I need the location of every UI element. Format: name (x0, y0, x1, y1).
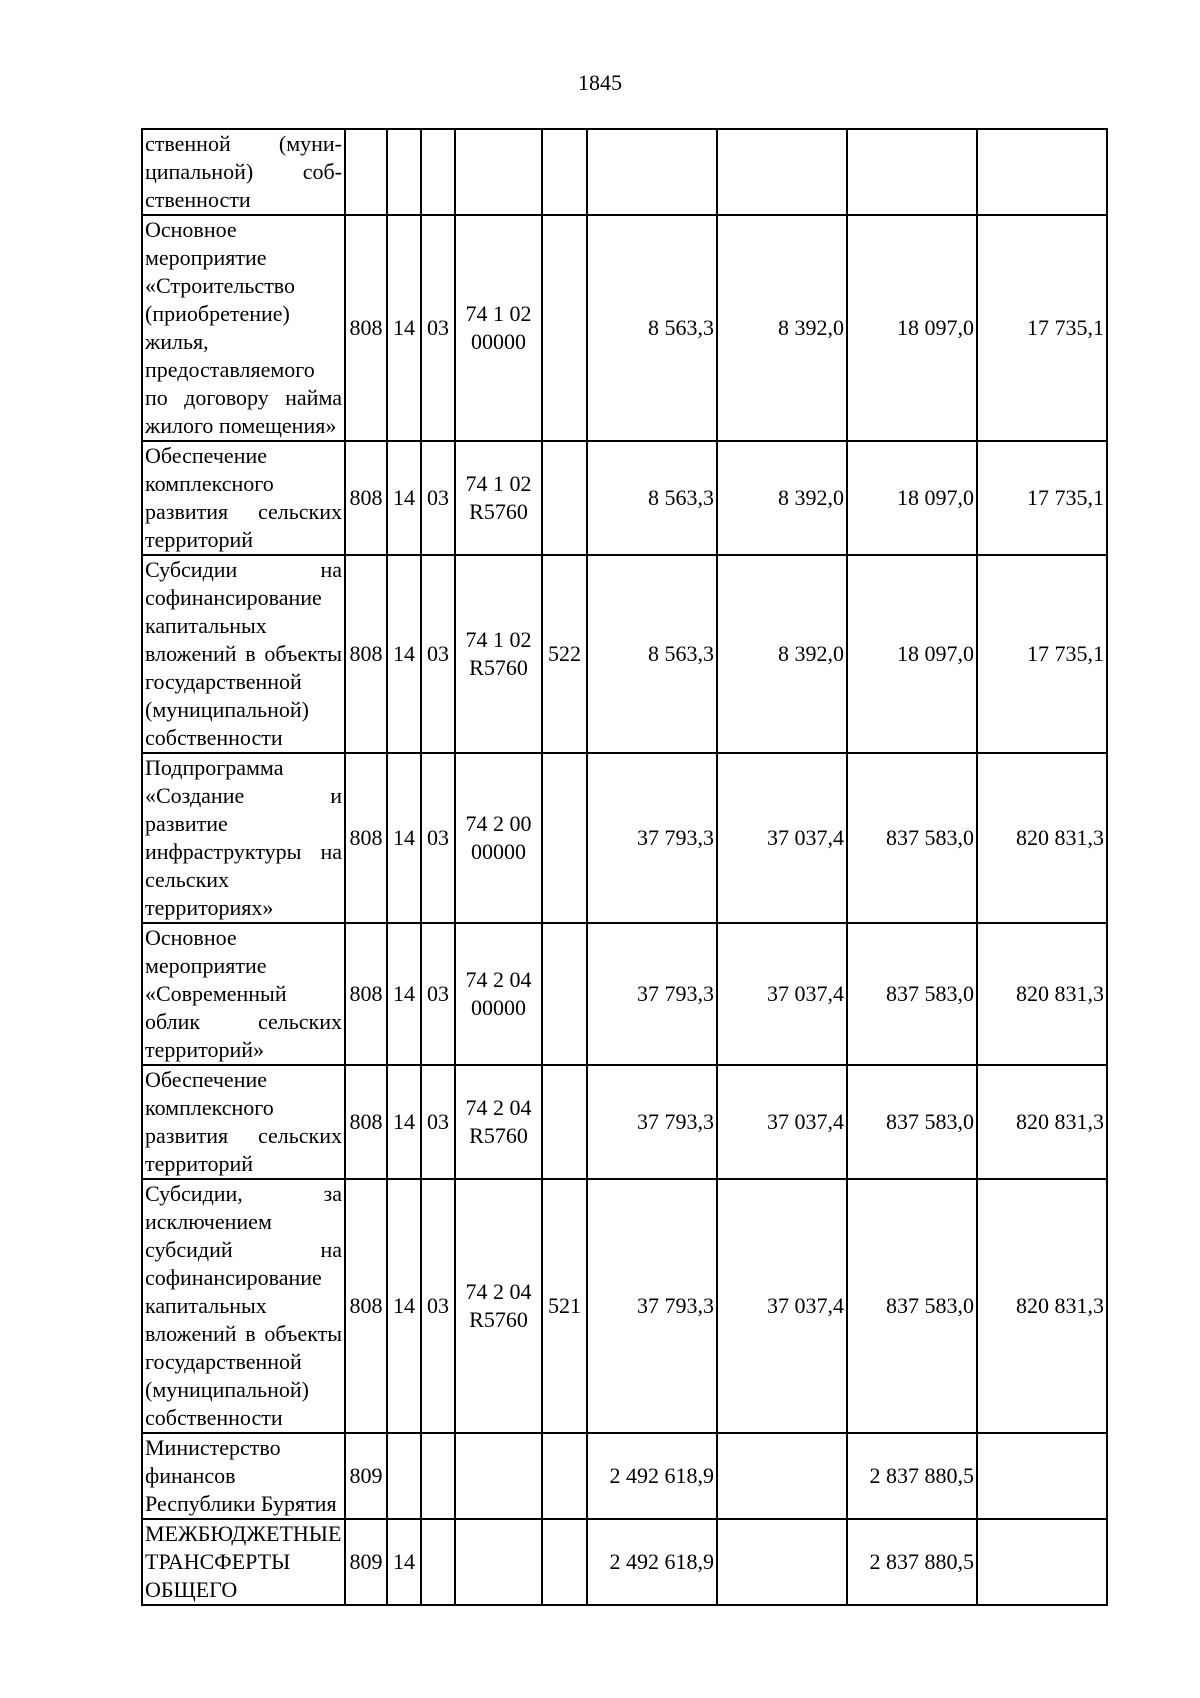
rz-code: 14 (387, 1519, 421, 1605)
table-row (142, 753, 1107, 923)
vr-code (542, 441, 587, 555)
gr-code: 808 (345, 555, 387, 753)
amount-4: 820 831,3 (977, 753, 1107, 923)
vr-code: 522 (542, 555, 587, 753)
vr-code (542, 1065, 587, 1179)
amount-1: 2 492 618,9 (587, 1433, 717, 1519)
vr-code (542, 1433, 587, 1519)
pr-code: 03 (421, 441, 455, 555)
amount-4: 17 735,1 (977, 555, 1107, 753)
gr-code: 808 (345, 1065, 387, 1179)
amount-2: 8 392,0 (717, 215, 847, 441)
gr-code: 808 (345, 923, 387, 1065)
amount-1: 8 563,3 (587, 441, 717, 555)
amount-2 (717, 1433, 847, 1519)
budget-table (141, 128, 1108, 1606)
rz-code (387, 1433, 421, 1519)
csr-code (455, 1433, 542, 1519)
amount-3: 837 583,0 (847, 1179, 977, 1433)
gr-code: 809 (345, 1433, 387, 1519)
pr-code: 03 (421, 923, 455, 1065)
amount-4: 820 831,3 (977, 1179, 1107, 1433)
amount-3: 18 097,0 (847, 441, 977, 555)
gr-code: 808 (345, 215, 387, 441)
csr-code: 74 2 04 00000 (455, 923, 542, 1065)
amount-1: 37 793,3 (587, 923, 717, 1065)
vr-code (542, 753, 587, 923)
pr-code (421, 129, 455, 215)
table-row (142, 1065, 1107, 1179)
amount-4 (977, 129, 1107, 215)
amount-2: 8 392,0 (717, 441, 847, 555)
amount-2: 37 037,4 (717, 753, 847, 923)
pr-code: 03 (421, 1179, 455, 1433)
amount-3: 18 097,0 (847, 555, 977, 753)
vr-code (542, 923, 587, 1065)
rz-code: 14 (387, 441, 421, 555)
csr-code: 74 1 02 R5760 (455, 441, 542, 555)
vr-code (542, 215, 587, 441)
table-row (142, 129, 1107, 215)
amount-1: 8 563,3 (587, 215, 717, 441)
table-row (142, 1433, 1107, 1519)
vr-code (542, 129, 587, 215)
amount-3: 2 837 880,5 (847, 1519, 977, 1605)
amount-1: 37 793,3 (587, 753, 717, 923)
amount-4: 820 831,3 (977, 1065, 1107, 1179)
amount-3: 837 583,0 (847, 1065, 977, 1179)
pr-code (421, 1519, 455, 1605)
amount-2 (717, 1519, 847, 1605)
row-name: Субсидии на софинансирование капитальных вложений в объекты государственной (муниципальной) собственности (142, 555, 345, 753)
amount-3 (847, 129, 977, 215)
table-row (142, 441, 1107, 555)
rz-code: 14 (387, 753, 421, 923)
pr-code: 03 (421, 215, 455, 441)
page-number: 1845 (578, 70, 622, 95)
row-name: Основное мероприятие «Современный облик сельских территорий» (142, 923, 345, 1065)
gr-code: 808 (345, 1179, 387, 1433)
table-row (142, 923, 1107, 1065)
row-name: Основное мероприятие «Строительство (приобретение) жилья, предоставляемого по договору найма жилого помещения» (142, 215, 345, 441)
vr-code: 521 (542, 1179, 587, 1433)
rz-code: 14 (387, 555, 421, 753)
csr-code: 74 1 02 00000 (455, 215, 542, 441)
table-row (142, 215, 1107, 441)
csr-code: 74 1 02 R5760 (455, 555, 542, 753)
amount-4 (977, 1433, 1107, 1519)
row-name: Субсидии, за исключением субсидий на софинансирование капитальных вложений в объекты государственной (муниципальной) собственности (142, 1179, 345, 1433)
rz-code (387, 129, 421, 215)
gr-code (345, 129, 387, 215)
table-row (142, 1179, 1107, 1433)
pr-code: 03 (421, 555, 455, 753)
amount-4: 820 831,3 (977, 923, 1107, 1065)
row-name: Обеспечение комплексного развития сельских территорий (142, 1065, 345, 1179)
rz-code: 14 (387, 923, 421, 1065)
amount-4: 17 735,1 (977, 215, 1107, 441)
csr-code: 74 2 04 R5760 (455, 1179, 542, 1433)
rz-code: 14 (387, 1065, 421, 1179)
amount-2 (717, 129, 847, 215)
table-row (142, 555, 1107, 753)
amount-3: 837 583,0 (847, 923, 977, 1065)
amount-4 (977, 1519, 1107, 1605)
amount-2: 37 037,4 (717, 1065, 847, 1179)
gr-code: 808 (345, 753, 387, 923)
amount-3: 18 097,0 (847, 215, 977, 441)
rz-code: 14 (387, 215, 421, 441)
csr-code (455, 129, 542, 215)
amount-2: 37 037,4 (717, 923, 847, 1065)
amount-1: 37 793,3 (587, 1179, 717, 1433)
amount-4: 17 735,1 (977, 441, 1107, 555)
amount-1 (587, 129, 717, 215)
amount-3: 2 837 880,5 (847, 1433, 977, 1519)
amount-1: 37 793,3 (587, 1065, 717, 1179)
row-name: ственной (муни-ципальной) соб-ственности (142, 129, 345, 215)
gr-code: 809 (345, 1519, 387, 1605)
row-name: Министерство финансов Республики Бурятия (142, 1433, 345, 1519)
pr-code: 03 (421, 1065, 455, 1179)
gr-code: 808 (345, 441, 387, 555)
amount-2: 37 037,4 (717, 1179, 847, 1433)
vr-code (542, 1519, 587, 1605)
amount-3: 837 583,0 (847, 753, 977, 923)
pr-code: 03 (421, 753, 455, 923)
row-name: МЕЖБЮДЖЕТНЫЕ ТРАНСФЕРТЫ ОБЩЕГО (142, 1519, 345, 1605)
csr-code: 74 2 00 00000 (455, 753, 542, 923)
table-row (142, 1519, 1107, 1605)
amount-1: 2 492 618,9 (587, 1519, 717, 1605)
pr-code (421, 1433, 455, 1519)
csr-code (455, 1519, 542, 1605)
row-name: Обеспечение комплексного развития сельских территорий (142, 441, 345, 555)
row-name: Подпрограмма «Создание и развитие инфраструктуры на сельских территориях» (142, 753, 345, 923)
csr-code: 74 2 04 R5760 (455, 1065, 542, 1179)
amount-1: 8 563,3 (587, 555, 717, 753)
amount-2: 8 392,0 (717, 555, 847, 753)
rz-code: 14 (387, 1179, 421, 1433)
